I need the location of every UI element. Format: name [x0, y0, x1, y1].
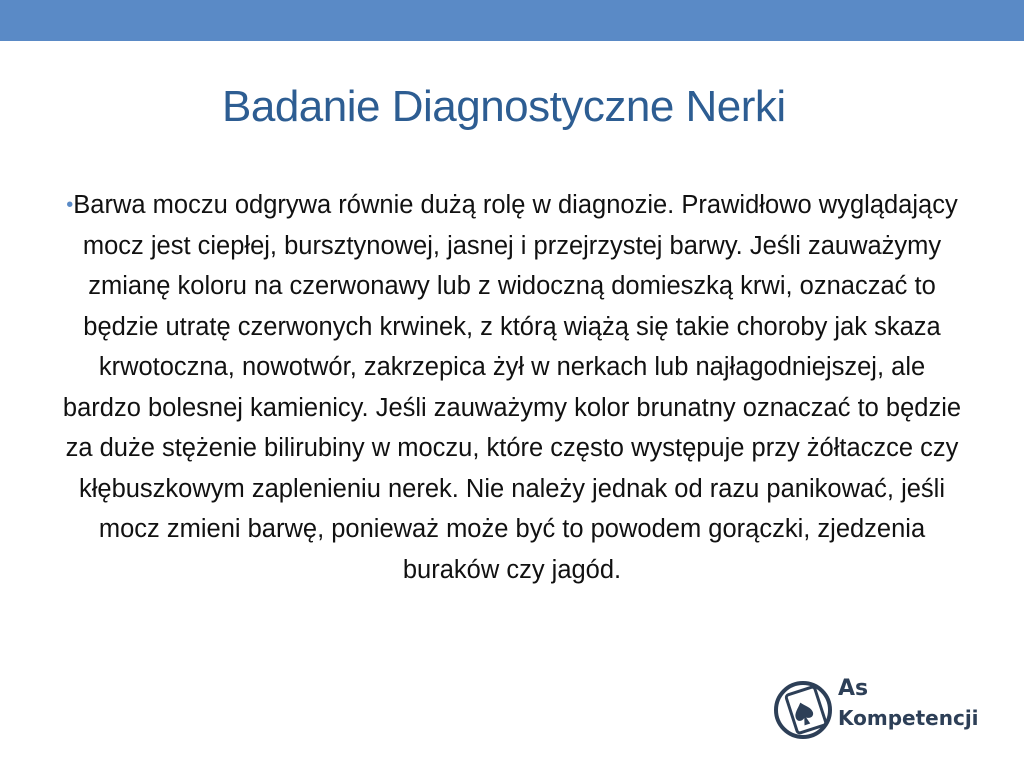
top-accent-bar — [0, 0, 1024, 41]
slide-title: Badanie Diagnostyczne Nerki — [222, 82, 786, 131]
card-spade-icon — [770, 672, 840, 742]
bullet-icon: • — [66, 194, 74, 216]
logo-text-as: As — [838, 676, 869, 701]
logo — [770, 672, 1000, 742]
slide-body — [60, 185, 964, 590]
logo-text-kompetencji: Kompetencji — [838, 706, 979, 730]
body-paragraph: Barwa moczu odgrywa równie dużą rolę w diagnozie. Prawidłowo wyglądający mocz jest ciepłej, bursztynowej, jasnej i przejrzystej barwy. Jeśli zauważymy zmianę koloru na czerwonawy lub z widoczną domieszką krwi, oznaczać to będzie utratę czerwonych krwinek, z którą wiążą się takie choroby jak skaza krwotoczna, nowotwór, zakrzepica żył w nerkach lub najłagodniejszej, ale bardzo bolesnej kamienicy. Jeśli zauważymy kolor brunatny oznaczać to będzie za duże stężenie bilirubiny w moczu, które często występuje przy żółtaczce czy kłębuszkowym zaplenieniu nerek. Nie należy jednak od razu panikować, jeśli mocz zmieni barwę, ponieważ może być to powodem gorączki, zjedzenia buraków czy jagód. — [62, 191, 962, 584]
